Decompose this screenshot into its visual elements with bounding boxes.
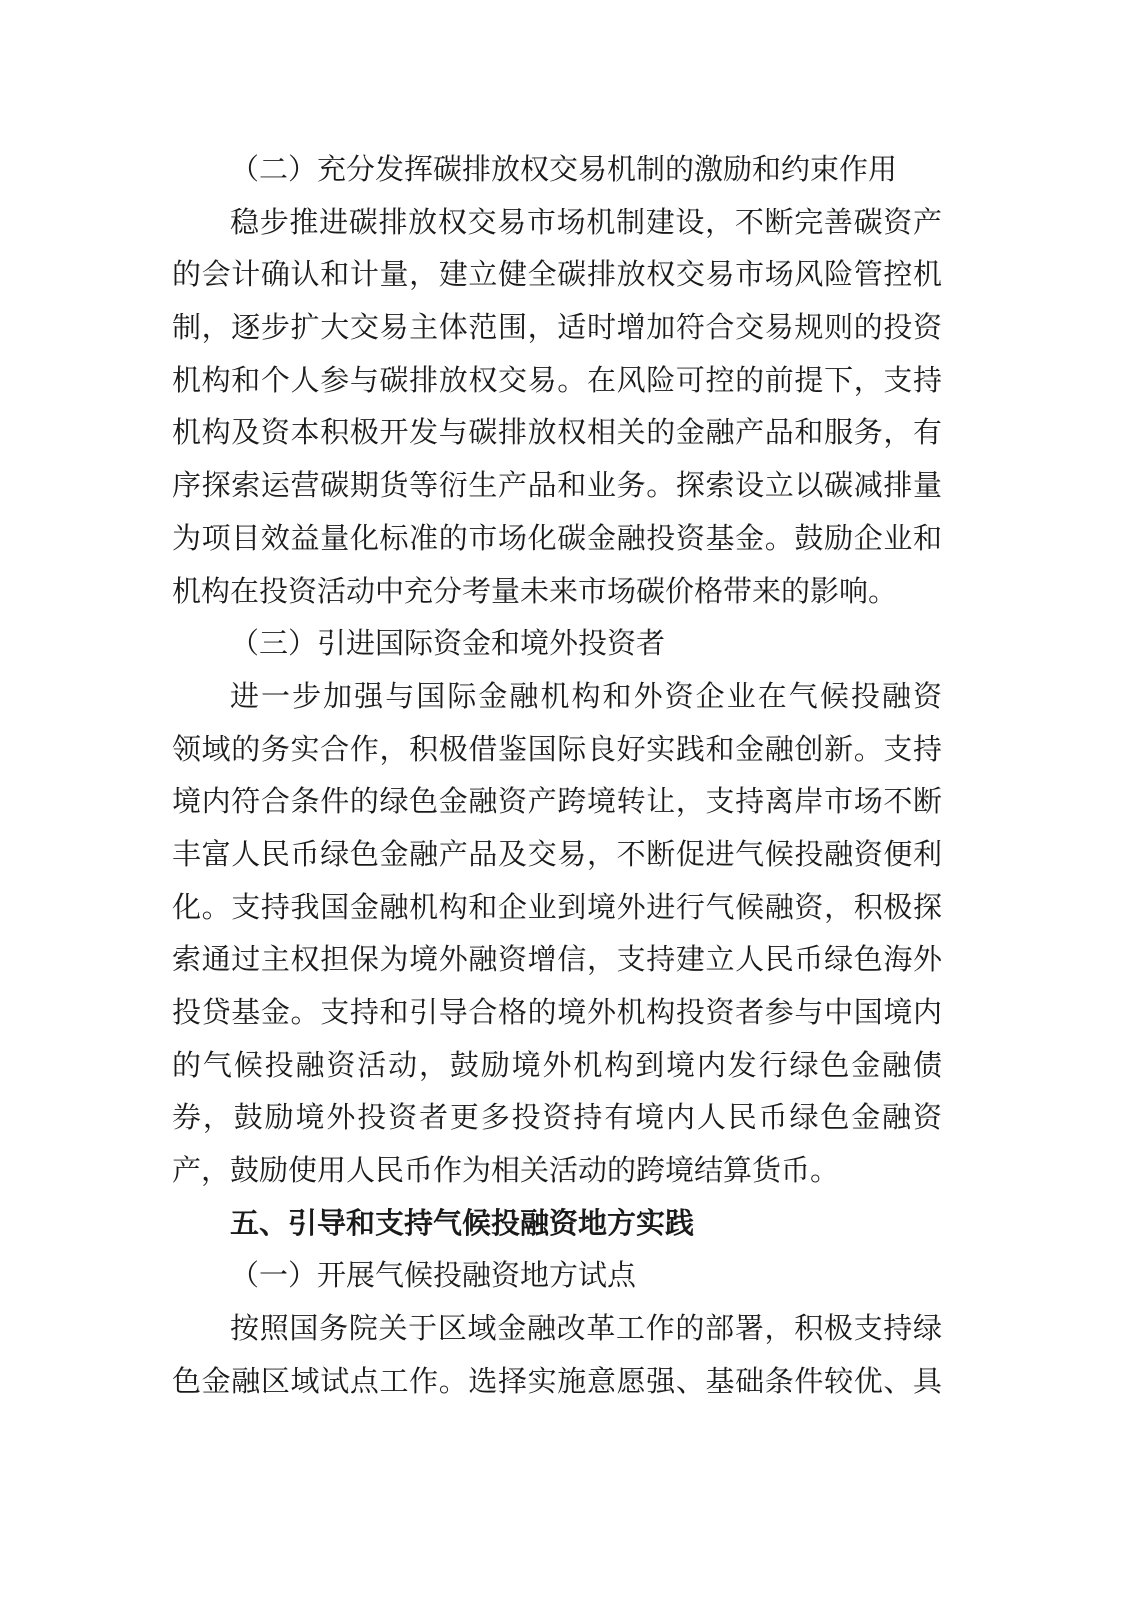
paragraph-line: 券，鼓励境外投资者更多投资持有境内人民币绿色金融资	[172, 1100, 942, 1135]
paragraph-line: 色金融区域试点工作。选择实施意愿强、基础条件较优、具	[172, 1363, 942, 1398]
chapter-heading-5: 五、引导和支持气候投融资地方实践	[230, 1205, 695, 1240]
paragraph-line: 序探索运营碳期货等衍生产品和业务。探索设立以碳减排量	[172, 468, 942, 503]
section-heading-1: （一）开展气候投融资地方试点	[230, 1258, 637, 1293]
paragraph-line: 稳步推进碳排放权交易市场机制建设，不断完善碳资产	[230, 204, 942, 239]
paragraph-line: 丰富人民币绿色金融产品及交易，不断促进气候投融资便利	[172, 836, 942, 871]
section-heading-3: （三）引进国际资金和境外投资者	[230, 626, 666, 661]
paragraph-line: 化。支持我国金融机构和企业到境外进行气候融资，积极探	[172, 889, 942, 924]
paragraph-line: 机构及资本积极开发与碳排放权相关的金融产品和服务，有	[172, 415, 942, 450]
paragraph-line: 为项目效益量化标准的市场化碳金融投资基金。鼓励企业和	[172, 520, 942, 555]
paragraph-line: 产，鼓励使用人民币作为相关活动的跨境结算货币。	[172, 1153, 840, 1188]
paragraph-line: 进一步加强与国际金融机构和外资企业在气候投融资	[230, 678, 942, 713]
paragraph-line: 按照国务院关于区域金融改革工作的部署，积极支持绿	[230, 1311, 942, 1346]
paragraph-line: 境内符合条件的绿色金融资产跨境转让，支持离岸市场不断	[172, 784, 942, 819]
paragraph-line: 制，逐步扩大交易主体范围，适时增加符合交易规则的投资	[172, 310, 942, 345]
paragraph-line: 索通过主权担保为境外融资增信，支持建立人民币绿色海外	[172, 942, 942, 977]
paragraph-line: 的气候投融资活动，鼓励境外机构到境内发行绿色金融债	[172, 1047, 942, 1082]
paragraph-line: 投贷基金。支持和引导合格的境外机构投资者参与中国境内	[172, 995, 942, 1029]
section-heading-2: （二）充分发挥碳排放权交易机制的激励和约束作用	[230, 152, 898, 186]
paragraph-line: 领域的务实合作，积极借鉴国际良好实践和金融创新。支持	[172, 731, 942, 766]
paragraph-line: 的会计确认和计量，建立健全碳排放权交易市场风险管控机	[172, 257, 942, 292]
paragraph-line: 机构和个人参与碳排放权交易。在风险可控的前提下，支持	[172, 362, 942, 397]
paragraph-line: 机构在投资活动中充分考量未来市场碳价格带来的影响。	[172, 573, 898, 608]
document-body	[172, 143, 942, 1408]
